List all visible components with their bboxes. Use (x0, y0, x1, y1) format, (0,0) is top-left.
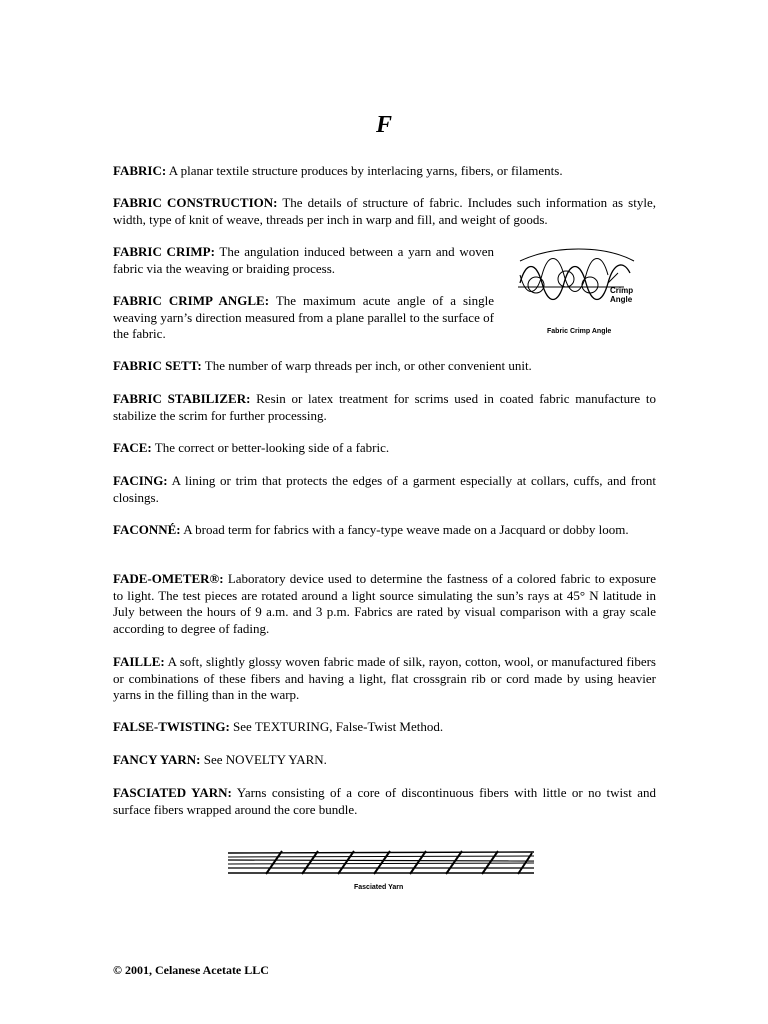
crimp-cross-section (582, 277, 598, 293)
entry-term: FABRIC: (113, 163, 167, 178)
entry-term: FABRIC CRIMP ANGLE: (113, 293, 270, 308)
entry-term: FAILLE: (113, 654, 165, 669)
entry-definition: The correct or better-looking side of a fabric. (154, 440, 390, 455)
entry-face (113, 440, 656, 457)
crimp-cross-section (528, 277, 544, 293)
entry-term: FABRIC CONSTRUCTION: (113, 195, 278, 210)
crimp-outline-top (520, 249, 634, 261)
entry-fade-ometer (113, 571, 656, 637)
entry-fasciated-yarn (113, 785, 656, 818)
entry-definition: See TEXTURING, False-Twist Method. (233, 719, 444, 734)
entry-definition: Resin or latex treatment for scrims used in coated fabric manufacture to stabilize the scrim for further processing. (113, 391, 656, 423)
entry-definition: A lining or trim that protects the edges of a garment especially at collars, cuffs, and front closings. (113, 473, 656, 505)
entry-term: FABRIC CRIMP: (113, 244, 215, 259)
crimp-label-line1: Crimp (610, 286, 634, 295)
entry-definition: A soft, slightly glossy woven fabric made of silk, rayon, cotton, wool, or manufactured fibers or combinations of these fibers and having a light, flat crossgrain rib or cord made by using heavier yarns in the filling than in the warp. (113, 654, 656, 702)
entry-term: FALSE-TWISTING: (113, 719, 230, 734)
entry-term: FACING: (113, 473, 168, 488)
entry-definition: The number of warp threads per inch, or other convenient unit. (204, 358, 532, 373)
entry-definition: The angulation induced between a yarn and woven fabric via the weaving or braiding process. (113, 244, 495, 276)
entry-fancy-yarn (113, 752, 656, 769)
entry-term: FABRIC SETT: (113, 358, 202, 373)
crimp-label-line2: Angle (610, 295, 633, 304)
entry-term: FANCY YARN: (113, 752, 201, 767)
crimp-cross-section (558, 271, 574, 287)
copyright-footer: © 2001, Celanese Acetate LLC (113, 963, 269, 977)
entry-term: FADE-OMETER®: (113, 571, 224, 586)
entry-fabric-stabilizer (113, 391, 656, 424)
entry-false-twisting (113, 719, 656, 736)
entry-definition: The maximum acute angle of a single weaving yarn’s direction measured from a plane parallel to the surface of the fabric. (113, 293, 495, 341)
crimp-figure-caption: Fabric Crimp Angle (547, 328, 612, 335)
entry-definition: Laboratory device used to determine the fastness of a colored fabric to exposure to light. The test pieces are rotated around a light source simulating the sun’s rays at 45° N latitude in July between the hours of 9 a.m. and 3 p.m. Fabrics are rated by visual comparison with a gray scale according to degree of fading. (113, 571, 657, 636)
yarn-figure-caption: Fasciated Yarn (354, 884, 404, 891)
entry-definition: Yarns consisting of a core of discontinuous fibers with little or no twist and surface fibers wrapped around the core bundle. (113, 785, 656, 817)
entry-faille (113, 654, 656, 704)
section-letter: F (375, 112, 392, 138)
entry-fabric-crimp (113, 244, 494, 277)
entry-fabric-construction (113, 195, 656, 228)
entry-term: FASCIATED YARN: (113, 785, 232, 800)
entry-term: FABRIC STABILIZER: (113, 391, 251, 406)
entry-term: FACONNÉ: (113, 522, 181, 537)
entry-definition: The details of structure of fabric. Includes such information as style, width, type of knit of weave, threads per inch in warp and fill, and weight of goods. (113, 195, 656, 227)
entry-definition: See NOVELTY YARN. (203, 752, 327, 767)
entry-definition: A broad term for fabrics with a fancy-type weave made on a Jacquard or dobby loom. (183, 522, 629, 537)
entry-faconne (113, 522, 656, 539)
yarn-fiber (228, 852, 534, 853)
entry-term: FACE: (113, 440, 152, 455)
fasciated-yarn-figure (226, 844, 538, 894)
crimp-angle-figure (514, 247, 640, 339)
entry-fabric (113, 163, 656, 180)
entry-fabric-crimp-angle (113, 293, 494, 343)
entry-fabric-sett (113, 358, 656, 375)
entry-definition: A planar textile structure produces by interlacing yarns, fibers, or filaments. (168, 163, 563, 178)
entry-facing (113, 473, 656, 506)
